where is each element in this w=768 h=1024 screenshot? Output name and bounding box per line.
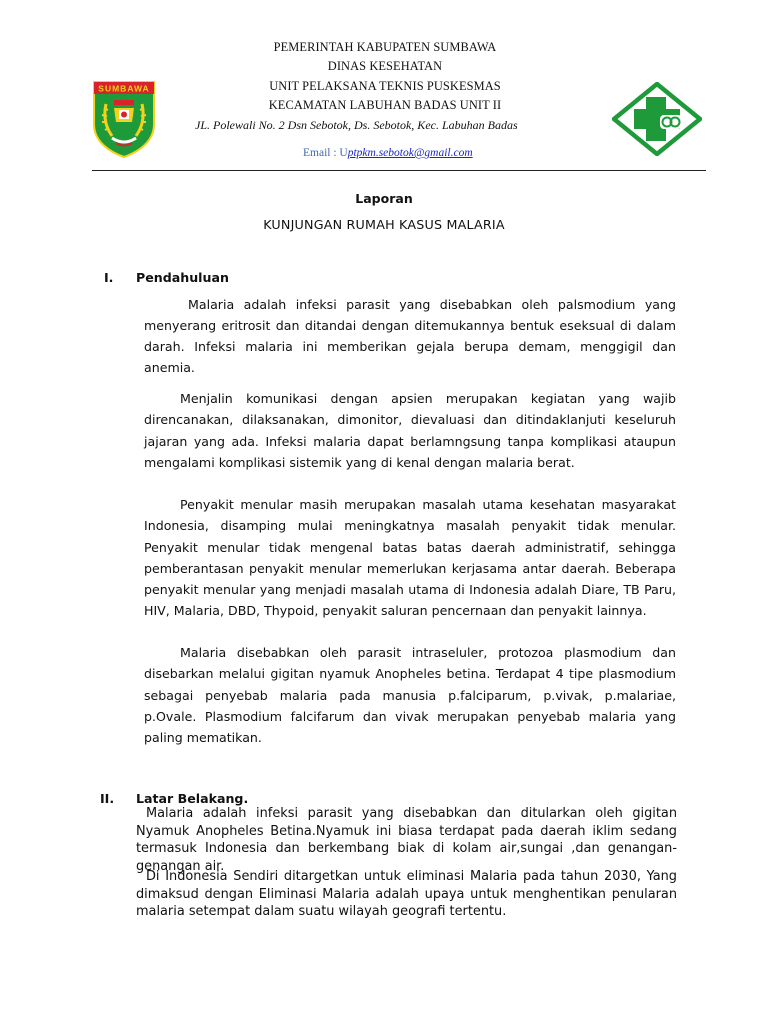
letterhead-divider <box>92 170 706 171</box>
letterhead-line: DINAS KESEHATAN <box>327 59 443 74</box>
letterhead <box>160 38 610 159</box>
sumbawa-emblem-icon <box>92 80 156 158</box>
letterhead-email <box>303 147 473 159</box>
section-heading: Pendahuluan <box>136 270 229 285</box>
letterhead-line: PEMERINTAH KABUPATEN SUMBAWA <box>273 40 497 54</box>
paragraph: Malaria adalah infeksi parasit yang disebabkan dan ditularkan oleh gigitan Nyamuk Anopheles Betina.Nyamuk ini biasa terdapat pada daerah iklim sedang termasuk Indonesia dan berkembang biak di kolam air,sungai ,dan genangan-genangan air. <box>136 806 677 874</box>
puskesmas-logo-icon <box>612 82 702 156</box>
paragraph: Menjalin komunikasi dengan apsien merupakan kegiatan yang wajib direncanakan, dilaksanakan, dimonitor, dievaluasi dan ditindaklanjuti keseluruh jajaran yang ada. Infeksi malaria dapat berlamngsung tanpa komplikasi ataupun mengalami komplikasi sistemik yang di kenal dengan malaria berat. <box>144 391 676 470</box>
letterhead-line: KECAMATAN LABUHAN BADAS UNIT II <box>268 97 502 112</box>
letterhead-line: UNIT PELAKSANA TEKNIS PUSKESMAS <box>269 78 501 93</box>
report-label: Laporan <box>355 191 413 206</box>
paragraph: Di Indonesia Sendiri ditargetkan untuk eliminasi Malaria pada tahun 2030, Yang dimaksud dengan Eliminasi Malaria adalah upaya untuk menghentikan penularan malaria setempat dalam suatu wilayah geografi tertentu. <box>136 869 677 919</box>
paragraph: Malaria disebabkan oleh parasit intraseluler, protozoa plasmodium dan disebarkan melalui gigitan nyamuk Anopheles betina. Terdapat 4 tipe plasmodium sebagai penyebab malaria pada manusia p.falciparum, p.vivak, p.malariae, p.Ovale. Plasmodium falcifarum dan vivak merupakan penyebab malaria yang paling mematikan. <box>144 645 676 746</box>
section-heading: Latar Belakang. <box>136 791 249 806</box>
paragraph: Malaria adalah infeksi parasit yang disebabkan oleh palsmodium yang menyerang eritrosit dan ditandai dengan ditemukannya bentuk eseksual di dalam darah. Infeksi malaria ini memberikan gejala berupa demam, menggigil dan anemia. <box>144 297 676 375</box>
email-link[interactable]: ptpkm.sebotok@gmail.com <box>347 147 473 159</box>
section-number: II. <box>100 791 115 806</box>
paragraph: Penyakit menular masih merupakan masalah utama kesehatan masyarakat Indonesia, disamping mulai meningkatnya masalah penyakit tidak menular. Penyakit menular tidak mengenal batas batas daerah administratif, sehingga pemberantasan penyakit menular memerlukan kerjasama antar daerah. Beberapa penyakit menular yang menjadi masalah utama di Indonesia adalah Diare, TB Paru, HIV, Malaria, DBD, Thypoid, penyakit saluran pencernaan dan penyakit lainnya. <box>144 497 676 619</box>
letterhead-address: JL. Polewali No. 2 Dsn Sebotok, Ds. Sebotok, Kec. Labuhan Badas <box>195 118 518 132</box>
svg-text:SUMBAWA: SUMBAWA <box>98 83 150 94</box>
email-label: Email : U <box>303 147 348 159</box>
section-number: I. <box>104 270 114 285</box>
report-title: KUNJUNGAN RUMAH KASUS MALARIA <box>263 217 505 232</box>
